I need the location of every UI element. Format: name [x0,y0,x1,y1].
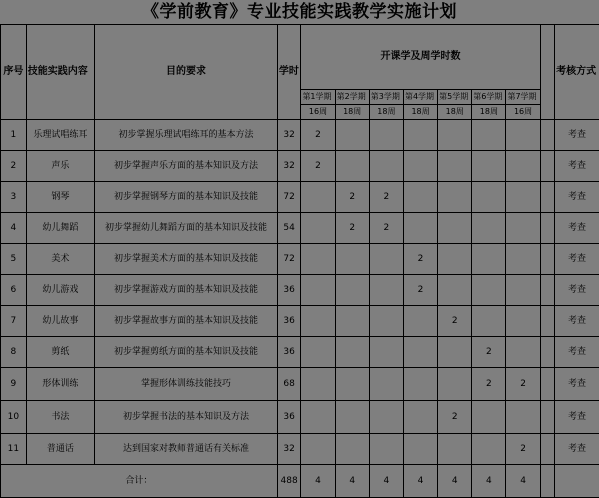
header-weeks: 18周 [438,105,472,120]
row-semester-hours [403,120,437,151]
row-hours: 36 [277,275,301,306]
header-weeks: 18周 [369,105,403,120]
row-semester-hours [369,401,403,434]
row-content: 书法 [26,401,94,434]
row-content: 声乐 [26,151,94,182]
row-content: 幼儿游戏 [26,275,94,306]
row-assessment: 考查 [555,120,599,151]
row-semester-hours [506,244,540,275]
row-assessment: 考查 [555,337,599,368]
row-hours: 36 [277,401,301,434]
row-semester-hours [403,337,437,368]
row-goal: 初步掌握美术方面的基本知识及技能 [95,244,278,275]
total-semester-hours: 4 [301,465,335,498]
row-goal: 初步掌握剪纸方面的基本知识及技能 [95,337,278,368]
row-no: 4 [1,213,27,244]
total-row [1,465,599,498]
row-content: 钢琴 [26,182,94,213]
row-semester-hours [403,401,437,434]
row-semester-hours [335,120,369,151]
header-assessment: 考核方式 [555,25,599,120]
table-row [1,434,599,465]
row-semester-hours [403,434,437,465]
row-semester-hours [369,434,403,465]
header-semester: 第6学期 [472,90,506,105]
row-semester-hours [301,306,335,337]
row-semester-hours [369,120,403,151]
row-semester-hours [403,368,437,401]
table-row [1,368,599,401]
row-semester-hours [438,120,472,151]
row-hours: 72 [277,182,301,213]
row-no: 6 [1,275,27,306]
header-weeks: 16周 [301,105,335,120]
row-semester-hours: 2 [506,368,540,401]
row-semester-hours [335,151,369,182]
row-goal: 初步掌握故事方面的基本知识及技能 [95,306,278,337]
row-semester-hours [335,368,369,401]
table-row [1,182,599,213]
header-hours: 学时 [277,25,301,120]
row-semester-hours [472,120,506,151]
header-no: 序号 [1,25,27,120]
row-semester-hours [335,244,369,275]
row-spacer [540,120,554,151]
table-row [1,275,599,306]
row-semester-hours [472,434,506,465]
row-semester-hours: 2 [403,244,437,275]
row-semester-hours [301,401,335,434]
row-no: 9 [1,368,27,401]
total-semester-hours: 4 [369,465,403,498]
row-semester-hours [438,368,472,401]
row-semester-hours: 2 [301,151,335,182]
row-spacer [540,434,554,465]
row-no: 7 [1,306,27,337]
row-semester-hours: 2 [438,401,472,434]
row-assessment: 考查 [555,244,599,275]
row-semester-hours: 2 [369,182,403,213]
row-semester-hours: 2 [403,275,437,306]
table-row [1,244,599,275]
total-spacer [540,465,554,498]
row-semester-hours: 2 [335,213,369,244]
row-no: 2 [1,151,27,182]
row-semester-hours: 2 [472,368,506,401]
row-semester-hours [472,401,506,434]
row-semester-hours [369,275,403,306]
row-hours: 54 [277,213,301,244]
row-semester-hours [301,368,335,401]
row-semester-hours [472,182,506,213]
row-semester-hours [506,306,540,337]
row-goal: 初步掌握书法的基本知识及方法 [95,401,278,434]
row-no: 5 [1,244,27,275]
total-semester-hours: 4 [472,465,506,498]
row-semester-hours [438,151,472,182]
row-semester-hours [369,306,403,337]
row-hours: 36 [277,306,301,337]
row-no: 1 [1,120,27,151]
row-assessment: 考查 [555,151,599,182]
row-semester-hours [335,306,369,337]
row-semester-hours [403,182,437,213]
row-goal: 初步掌握游戏方面的基本知识及技能 [95,275,278,306]
header-semester: 第5学期 [438,90,472,105]
plan-table [0,24,599,498]
row-semester-hours: 2 [369,213,403,244]
row-no: 3 [1,182,27,213]
total-semester-hours: 4 [335,465,369,498]
row-semester-hours [335,434,369,465]
row-semester-hours [438,182,472,213]
row-no: 10 [1,401,27,434]
header-semester: 第2学期 [335,90,369,105]
table-row [1,213,599,244]
total-semester-hours: 4 [403,465,437,498]
row-semester-hours [506,182,540,213]
row-spacer [540,151,554,182]
row-semester-hours [438,434,472,465]
row-content: 普通话 [26,434,94,465]
row-spacer [540,306,554,337]
table-row [1,337,599,368]
total-semester-hours: 4 [438,465,472,498]
row-semester-hours [472,306,506,337]
row-spacer [540,368,554,401]
row-semester-hours: 2 [335,182,369,213]
header-semester-group: 开课学及周学时数 [301,25,540,90]
row-semester-hours [335,275,369,306]
row-hours: 36 [277,337,301,368]
row-spacer [540,182,554,213]
row-assessment: 考查 [555,434,599,465]
row-semester-hours [369,337,403,368]
row-semester-hours [472,244,506,275]
header-semester: 第3学期 [369,90,403,105]
row-semester-hours [301,275,335,306]
row-semester-hours [301,213,335,244]
row-semester-hours [369,244,403,275]
row-semester-hours [472,275,506,306]
row-content: 形体训练 [26,368,94,401]
header-semester: 第1学期 [301,90,335,105]
row-semester-hours [403,306,437,337]
header-goal: 目的要求 [95,25,278,120]
table-row [1,120,599,151]
row-assessment: 考查 [555,401,599,434]
row-goal: 初步掌握乐理试唱练耳的基本方法 [95,120,278,151]
total-semester-hours: 4 [506,465,540,498]
row-goal: 初步掌握钢琴方面的基本知识及技能 [95,182,278,213]
header-semester: 第7学期 [506,90,540,105]
table-row [1,306,599,337]
row-assessment: 考查 [555,213,599,244]
row-content: 幼儿故事 [26,306,94,337]
row-semester-hours [438,244,472,275]
row-content: 剪纸 [26,337,94,368]
row-content: 乐理试唱练耳 [26,120,94,151]
row-semester-hours [506,120,540,151]
header-spacer [540,25,554,120]
row-semester-hours [438,275,472,306]
row-semester-hours [472,151,506,182]
row-goal: 掌握形体训练技能技巧 [95,368,278,401]
header-content: 技能实践内容 [26,25,94,120]
total-assessment [555,465,599,498]
row-semester-hours [506,275,540,306]
row-semester-hours [301,244,335,275]
row-hours: 32 [277,120,301,151]
row-semester-hours [506,213,540,244]
row-semester-hours [438,213,472,244]
total-label: 合计： [1,465,278,498]
row-semester-hours [506,151,540,182]
row-semester-hours [403,151,437,182]
row-hours: 68 [277,368,301,401]
row-no: 11 [1,434,27,465]
row-semester-hours [369,368,403,401]
row-semester-hours [472,213,506,244]
row-semester-hours [369,151,403,182]
row-assessment: 考查 [555,306,599,337]
row-semester-hours [301,434,335,465]
row-spacer [540,244,554,275]
row-semester-hours [335,337,369,368]
row-semester-hours [301,337,335,368]
row-assessment: 考查 [555,275,599,306]
row-semester-hours: 2 [506,434,540,465]
row-goal: 达到国家对教师普通话有关标准 [95,434,278,465]
row-semester-hours: 2 [301,120,335,151]
row-semester-hours [506,401,540,434]
page-title: 《学前教育》专业技能实践教学实施计划 [0,0,599,24]
row-spacer [540,337,554,368]
row-hours: 72 [277,244,301,275]
row-content: 幼儿舞蹈 [26,213,94,244]
row-semester-hours: 2 [472,337,506,368]
row-hours: 32 [277,151,301,182]
row-assessment: 考查 [555,182,599,213]
row-hours: 32 [277,434,301,465]
row-semester-hours [438,337,472,368]
row-semester-hours [506,337,540,368]
row-semester-hours [301,182,335,213]
row-semester-hours [403,213,437,244]
row-goal: 初步掌握幼儿舞蹈方面的基本知识及技能 [95,213,278,244]
header-weeks: 16周 [506,105,540,120]
header-semester: 第4学期 [403,90,437,105]
row-no: 8 [1,337,27,368]
row-semester-hours [335,401,369,434]
header-weeks: 18周 [335,105,369,120]
row-spacer [540,213,554,244]
header-weeks: 18周 [472,105,506,120]
row-semester-hours: 2 [438,306,472,337]
row-content: 美术 [26,244,94,275]
table-row [1,151,599,182]
total-hours: 488 [277,465,301,498]
row-spacer [540,401,554,434]
header-weeks: 18周 [403,105,437,120]
row-spacer [540,275,554,306]
table-row [1,401,599,434]
row-assessment: 考查 [555,368,599,401]
row-goal: 初步掌握声乐方面的基本知识及方法 [95,151,278,182]
